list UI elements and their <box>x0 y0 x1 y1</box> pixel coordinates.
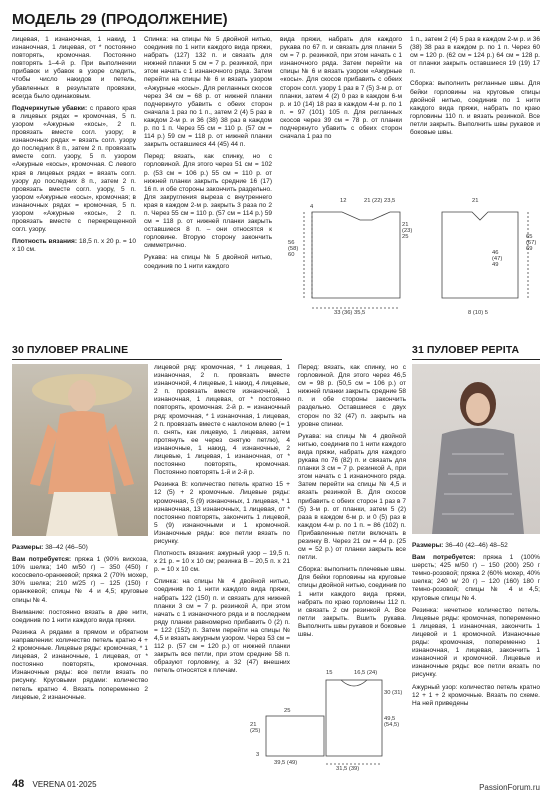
dim-label: 15 <box>326 670 333 676</box>
dim-label: 31,5 (39) <box>336 766 360 772</box>
dim-label: 12 <box>340 198 347 204</box>
m30-column-1 <box>12 544 148 776</box>
m30-column-3 <box>298 364 406 638</box>
body-outline <box>326 680 382 756</box>
model-photo-illustration <box>12 364 148 536</box>
sizes-value: 36–40 (42–46) 48–52 <box>445 542 508 549</box>
sizes-heading: Размеры: <box>412 542 444 549</box>
sleeve-outline <box>266 716 324 756</box>
m30-schematic-svg <box>236 660 406 776</box>
model-photo-illustration <box>412 364 540 534</box>
front-text: Перед: вязать, как спинку, но с горловиной. Для этого через 51 см = 102 р. (53 см = 106 р.) 55 см = 110 р. от нижней планки закрыть средние 16 (17) 16 п. и обе стороны закончить раздельно. Для закругления выреза с внутреннего края в каждом 2-м р. закрыть 3 раза по 2 п. Через 55 см = 110 р. (57 см = 114 р.) 59 см = 118 р. от нижней планки закрыть оставшиеся 8 п. – они относятся к горловине. Вторую сторону закончить симметрично. <box>144 153 272 250</box>
decreases-text: с правого края в лицевых рядах = кромочная, 5 п. узором «Ажурные «косы», 2 п. провязать вместе согл. узору; в изнаночных рядах = вязать согл. узору до последних 8 п., затем 2 п. провязать вместе согл. узору, 5 п. узором «Ажурные «косы», кромочная. С левого края в лицевых рядах = вязать согл. узору до последних 8 п., затем 2 п. провязать вместе согл. узору, 5 п. узором «Ажурные «косы», кромочная; в изнаночных рядах = кромочная, 5 п. узором «Ажурные «косы», 2 п. провязать вместе с перекрещенной согл. узору. <box>12 104 136 234</box>
m31-divider <box>412 359 540 360</box>
rib-b-text: Резинка В: количество петель кратно 15 + 12 (5) + 2 кромочные. Лицевые ряды: кромочная, 5 (9) изнаночных, 1 лицевая, * 1 изнаночная, 13 изнаночных, 1 лицевая, от * постоянно повторять, закончить 1 лицевой, 5 (9) изнаночными и 1 кромочной. Изнаночные ряды: все петли вязать по рисунку. <box>154 481 290 545</box>
materials-text: пряжа 1 (90% вискоза, 10% шелка; 140 м/50 г) – 350 (450) г кососвело-оранжевой; пряжа 2 (70% мохер, 30% шелка; 210 м/25 г) – 125 (150) г оранжевой; спицы № 4 и 4,5; круговые спицы № 4. <box>12 556 148 604</box>
density-text: Плотность вязания: ажурный узор – 19,5 п. х 21 р. = 10 х 10 см; резинка В – 20,5 п. х 21 р. = 10 х 10 см. <box>154 550 290 574</box>
pattern-text: Ажурный узор: количество петель кратно 12 + 1 + 2 кромочные. Вязать по схеме. На ней приведены <box>412 683 540 707</box>
m29-pattern-text: лицевая, 1 изнаночная, 1 накид, 1 изнаночная, 1 лицевая, от * постоянно повторять, кромочная. Постоянно повторять 1–4-й р. При выполнении прибавок и убавок в узоре следить, чтобы число накидов и петель, убавленных в результате провязки, всегда было одинаковым. <box>12 36 136 100</box>
neckline <box>341 680 367 686</box>
assembly-text: Сборка: выполнить плечевые швы. Для бейки горловины на круговые спицы двойной нитью, соединив по 1 нити каждого вида пряжи, набрать по краю горловины 112 п. и связать 2 см резинкой А. Все петли закрыть. Вшить рукава. Выполнить швы рукавов и боковые швы. <box>298 566 406 638</box>
magazine-name: VERENA 01·2025 <box>32 780 97 789</box>
m31-column <box>412 542 540 776</box>
watermark: PassionForum.ru <box>479 783 540 792</box>
back-text: Спинка: на спицы № 5 двойной нитью, соединив по 1 нити каждого вида пряжи, набрать (127) 132 п. и связать для нижней планки 5 см = 7 р. резинкой, при этом начать с 1 изнаночного ряда. Затем перейти на спицы № 6 и вязать узором «Ажурные «косы». Для регланных скосов через 34 см = 68 р. от нижней планки подчеркнуто убавить с обеих сторон сначала 1 раз по 1 п., затем 2 (4) 5 раз в каждом 2-м р. и 36 (38) 38 раз в каждом р. по 1 п. Через 55 см = 110 р. (57 см = 114 р.) 59 см = 118 р. от нижней планки закрыть оставшиеся 44 (45) 44 п. <box>144 36 272 149</box>
dim-label: 21 (25) <box>250 722 261 734</box>
sleeves-text: Рукава: на спицы № 4 двойной нитью, соединив по 1 нити каждого вида пряжи, набрать для каждого рукава по 76 (82) п. и связать для планки 3 см = 7 р. резинкой А, при этом начать с 1 изнаночного ряда. Затем перейти на спицы № 4,5 и вязать резинкой В. Для скосов прибавить с обеих сторон 1 раз в 7 (5) 3-м р. от планки, затем 5 (2) раза в каждом 6-м р. и 0 (5) раз в каждом 4-м р. по 1 п. = 86 (102) п. Прибавленные петли включать в резинку В. Через 21 см = 44 р. (25 см = 52 р.) от планки закрыть все петли. <box>298 432 406 562</box>
m30-title: 30 ПУЛОВЕР PRALINE <box>12 344 129 356</box>
sleeve-outline <box>442 212 518 298</box>
dim-label: 16,5 (24) <box>354 670 378 676</box>
m29-column-3 <box>280 36 402 176</box>
decreases-heading: Подчеркнутые убавки: <box>12 104 88 112</box>
dim-label: 3 <box>256 752 260 758</box>
dim-label: 39,5 (49) <box>274 760 298 766</box>
m29-column-4 <box>410 36 540 186</box>
attention-note: Внимание: постоянно вязать в две нити, соединив по 1 нити каждого вида пряжи. <box>12 608 148 624</box>
back-outline <box>312 212 400 298</box>
sleeve-end-text: 1 п., затем 2 (4) 5 раз в каждом 2-м р. и 36 (38) 38 раз в каждом р. по 1 п. Через 60 см = 120 р. (62 см = 124 р.) 64 см = 128 р. от планки закрыть оставшиеся 19 (19) 17 п. <box>410 36 540 76</box>
dim-label: 33 (36) 35,5 <box>334 310 366 316</box>
m29-schematic <box>282 190 540 328</box>
page-title: МОДЕЛЬ 29 (ПРОДОЛЖЕНИЕ) <box>12 12 228 28</box>
title-divider <box>12 30 540 31</box>
dim-label: 65 (67) 69 <box>526 234 537 252</box>
m31-title: 31 ПУЛОВЕР PEPITA <box>412 344 520 356</box>
density-text: 18,5 п. х 20 р. = 10 х 10 см. <box>12 238 136 254</box>
dim-label: 21 (22) 23,5 <box>364 198 396 204</box>
page-number: 48 <box>12 778 25 790</box>
back-text: Спинка: на спицы № 4 двойной нитью, соединив по 1 нити каждого вида пряжи, набрать 122 (150) п. и связать для нижней планки 3 см = 7 р. резинкой А, при этом начать с 1 изнаночного ряда и в последнем ряду планки равномерно прибавить 0 (2) п. = 122 (152) п. Затем перейти на спицы № 4,5 и вязать ажурным узором. Через 53 см = 112 р. (57 см = 120 р.) от нижней планки закрыть все петли, при этом средние 58 п. образуют горловину, а 32 (47) внешних петель относятся к плечам. <box>154 578 290 675</box>
m29-column-1 <box>12 36 136 322</box>
density-heading: Плотность вязания: <box>12 238 78 246</box>
dim-label: 56 (58) 60 <box>288 240 299 258</box>
dim-label: 46 (47) 49 <box>492 250 503 268</box>
rib-a-text: Резинка А рядами в прямом и обратном направлении: количество петель кратно 4 + 2 кромочные. Лицевые ряды: кромочная, * 1 лицевая, 2 изнаночные, 1 лицевая, от * постоянно повторять, кромочная. Изнаночные ряды: все петли вязать по рисунку. Круговыми рядами: количество петель кратно 4. Вязать попеременно 2 лицевые, 2 изнаночные. <box>12 628 148 701</box>
m31-photo <box>412 364 540 534</box>
dim-label: 25 <box>284 708 291 714</box>
materials-text: пряжа 1 (100% шерсть; 425 м/50 г) – 150 (200) 250 г темно-розовой; пряжа 2 (60% мохер, 40% шелка; 240 м/ 20 г) – 120 (160) 180 г темно-розовой; спицы № 4 и 4,5; круговые спицы № 4. <box>412 554 540 602</box>
materials-heading: Вам потребуется: <box>412 554 476 562</box>
sleeve-continued-text: вида пряжи, набрать для каждого рукава по 67 п. и связать для планки 5 см = 7 р. резинкой, при этом начать с 1 изнаночного ряда. Затем перейти на спицы № 6 и вязать узором «Ажурные «косы». Для скосов прибавить с обеих сторон согл. узору 1 раз в 7 (5) 3-м р. от планки, затем 4 (2) 0 раз в каждом 6-м р. и 10 (14) 18 раз в каждом 4-м р. по 1 п. = 97 (101) 105 п. Для регланных скосов через 39 см = 78 р. от планки подчеркнуто убавить с обеих сторон сначала 1 раз по <box>280 36 402 141</box>
dim-label: 49,5 (54,5) <box>384 716 400 728</box>
m30-schematic <box>236 660 406 776</box>
sizes-value: 38–42 (46–50) <box>45 544 88 551</box>
dim-label: 21 <box>472 198 479 204</box>
front-text: Перед: вязать, как спинку, но с горловиной. Для этого через 46,5 см = 98 р. (50,5 см = 106 р.) от нижней планки закрыть средние 58 п. и обе стороны закончить раздельно. Оставшиеся с двух сторон по 32 (47) п. закрыть на уровне спинки. <box>298 364 406 428</box>
dim-label: 21 (23) 25 <box>402 222 413 240</box>
m29-column-2 <box>144 36 272 322</box>
assembly-text: Сборка: выполнить регланные швы. Для бейки горловины на круговые спицы двойной нитью, соединив по 1 нити каждого вида пряжи, набрать по краю горловины 110 п. и вязать резинкой. Все петли закрыть. Выполнить швы рукавов и боковые швы. <box>410 80 540 137</box>
dim-label: 4 <box>310 204 314 210</box>
m30-divider <box>12 359 282 360</box>
dim-label: 8 (10) 5 <box>468 310 488 316</box>
sizes-heading: Размеры: <box>12 544 44 551</box>
materials-heading: Вам потребуется: <box>12 556 72 564</box>
lace-pattern-text: лицевой ряд: кромочная, * 1 лицевая, 1 изнаночная, 2 п. провязать вместе изнаночной, 4 лицевые, 1 накид, 4 лицевые, 2 п. провязать вместе изнаночной, 1 изнаночная, 1 лицевая, от * постоянно повторять, кромочная. 2-й р. = изнаночный ряд: кромочная, * 1 изнаночная, 1 лицевая, 2 п. провязать вместе с наклоном влево (= 1 п. снять, как лицевую, 1 лицевая, затем протянуть ее через снятую петлю), 4 изнаночные, 1 накид, 4 изнаночные, 2 лицевые, 1 лицевая, 1 изнаночная, от * постоянно повторять, кромочная. Постоянно повторять 1-й и 2-й р. <box>154 364 290 477</box>
m30-photo <box>12 364 148 536</box>
page-footer <box>12 778 97 790</box>
dim-label: 30 (31) <box>384 690 403 696</box>
sleeve-text: Рукава: на спицы № 5 двойной нитью, соединив по 1 нити каждого <box>144 254 272 270</box>
rib-text: Резинка: нечетное количество петель. Лицевые ряды: кромочная, попеременно 1 лицевая, 1 изнаночная, закончить 1 лицевой и 1 кромочной. Изнаночные ряды: кромочная, попеременно 1 изнаночная, 1 лицевая, закончить 1 изнаночной и кромочной. Лицевые и изнаночные ряды: все петли вязать по рисунку. <box>412 606 540 679</box>
